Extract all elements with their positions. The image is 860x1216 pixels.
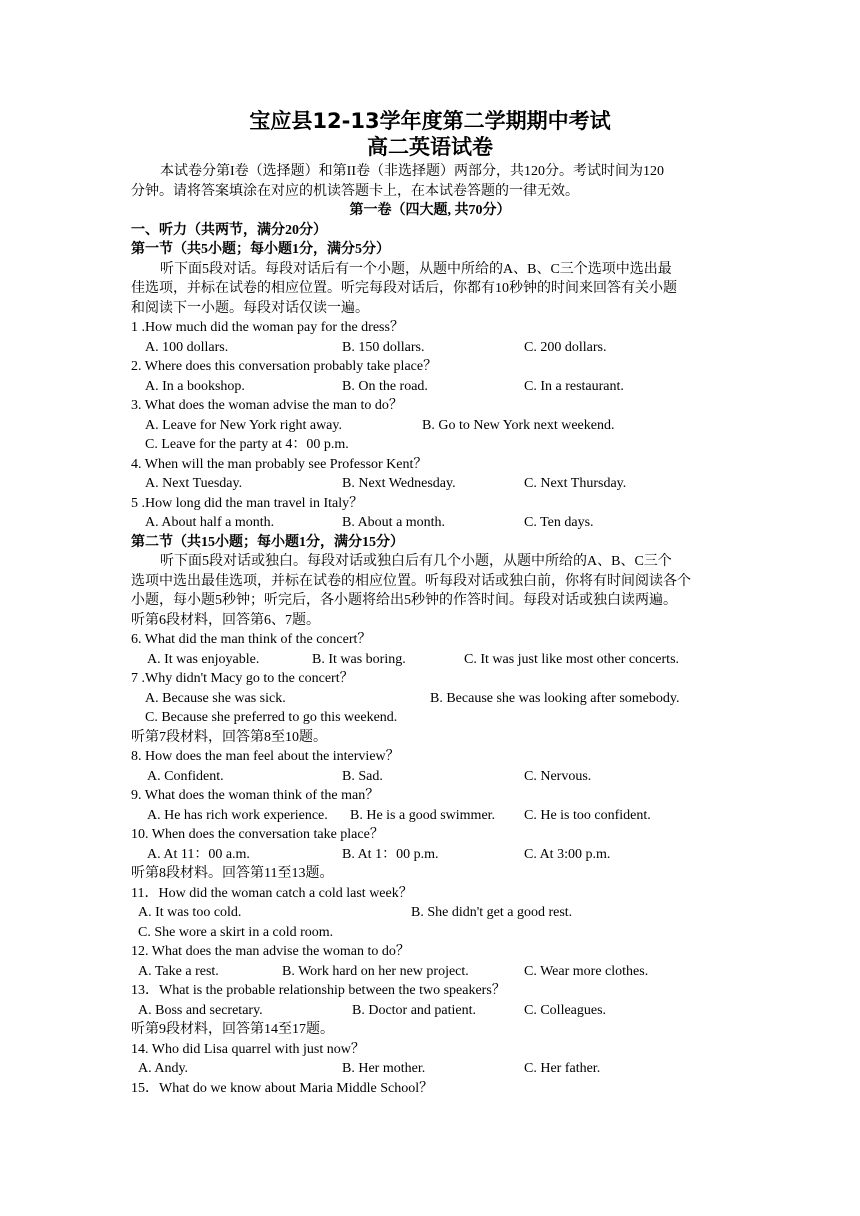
- material-8-note: 听第8段材料。回答第11至13题。: [131, 866, 334, 881]
- q8-option-b: B. Sad.: [342, 769, 383, 784]
- question-6: 6. What did the man think of the concert？: [131, 632, 372, 647]
- part2-instruction-3: 小题，每小题5秒钟；听完后，各小题将给出5秒钟的作答时间。每段对话或独白读两遍。: [131, 593, 677, 608]
- question-3: 3. What does the woman advise the man to do？: [131, 398, 403, 413]
- question-9: 9. What does the woman think of the man？: [131, 788, 380, 803]
- q4-option-a: A. Next Tuesday.: [145, 476, 243, 491]
- q12-option-a: A. Take a rest.: [138, 964, 219, 979]
- exam-title: 宝应县12-13学年度第二学期期中考试: [249, 109, 611, 133]
- q10-option-c: C. At 3:00 p.m.: [524, 847, 611, 862]
- q7-option-c: C. Because she preferred to go this weekend.: [145, 710, 398, 725]
- q14-option-c: C. Her father.: [524, 1061, 601, 1076]
- part1-instruction-2: 佳选项，并标在试卷的相应位置。听完每段对话后，你都有10秒钟的时间来回答有关小题: [131, 281, 677, 296]
- intro-line-2: 分钟。请将答案填涂在对应的机读答题卡上，在本试卷答题的一律无效。: [131, 184, 579, 199]
- part2-instruction-1: 听下面5段对话或独白。每段对话或独白后有几个小题，从题中所给的A、B、C三个: [160, 554, 672, 569]
- q13-option-a: A. Boss and secretary.: [138, 1003, 263, 1018]
- q2-option-a: A. In a bookshop.: [145, 379, 245, 394]
- q10-option-a: A. At 11：00 a.m.: [147, 847, 250, 862]
- question-11: 11．How did the woman catch a cold last week？: [131, 886, 413, 901]
- q4-option-b: B. Next Wednesday.: [342, 476, 456, 491]
- q5-option-a: A. About half a month.: [145, 515, 275, 530]
- exam-subtitle: 高二英语试卷: [367, 135, 493, 159]
- part2-heading: 第二节（共15小题；每小题1分，满分15分）: [131, 535, 404, 550]
- volume-heading: 第一卷（四大题, 共70分）: [349, 203, 511, 218]
- intro-line-1: 本试卷分第I卷（选择题）和第II卷（非选择题）两部分，共120分。考试时间为120: [160, 164, 664, 179]
- material-6-note: 听第6段材料，回答第6、7题。: [131, 613, 320, 628]
- q9-option-b: B. He is a good swimmer.: [350, 808, 496, 823]
- question-4: 4. When will the man probably see Professor Kent？: [131, 457, 428, 472]
- q5-option-c: C. Ten days.: [524, 515, 594, 530]
- q11-option-b: B. She didn't get a good rest.: [411, 905, 573, 920]
- question-2: 2. Where does this conversation probably take place？: [131, 359, 438, 374]
- q9-option-c: C. He is too confident.: [524, 808, 651, 823]
- q11-option-c: C. She wore a skirt in a cold room.: [138, 925, 334, 940]
- q14-option-a: A. Andy.: [138, 1061, 189, 1076]
- q7-option-b: B. Because she was looking after somebody.: [430, 691, 680, 706]
- q14-option-b: B. Her mother.: [342, 1061, 426, 1076]
- q1-option-b: B. 150 dollars.: [342, 340, 425, 355]
- q2-option-b: B. On the road.: [342, 379, 428, 394]
- question-8: 8. How does the man feel about the interview？: [131, 749, 400, 764]
- part1-instruction-3: 和阅读下一小题。每段对话仅读一遍。: [131, 301, 369, 316]
- q2-option-c: C. In a restaurant.: [524, 379, 624, 394]
- q13-option-c: C. Colleagues.: [524, 1003, 607, 1018]
- question-7: 7 .Why didn't Macy go to the concert？: [131, 671, 354, 686]
- q10-option-b: B. At 1：00 p.m.: [342, 847, 439, 862]
- q3-option-b: B. Go to New York next weekend.: [422, 418, 615, 433]
- section-heading: 一、听力（共两节，满分20分）: [131, 223, 327, 238]
- part1-instruction-1: 听下面5段对话。每段对话后有一个小题，从题中所给的A、B、C三个选项中选出最: [160, 262, 672, 277]
- part2-instruction-2: 选项中选出最佳选项，并标在试卷的相应位置。听每段对话或独白前，你将有时间阅读各个: [131, 574, 691, 589]
- q3-option-c: C. Leave for the party at 4：00 p.m.: [145, 437, 349, 452]
- question-14: 14. Who did Lisa quarrel with just now？: [131, 1042, 365, 1057]
- q1-option-c: C. 200 dollars.: [524, 340, 607, 355]
- q8-option-c: C. Nervous.: [524, 769, 592, 784]
- q3-option-a: A. Leave for New York right away.: [145, 418, 342, 433]
- q6-option-a: A. It was enjoyable.: [147, 652, 260, 667]
- material-9-note: 听第9段材料，回答第14至17题。: [131, 1022, 334, 1037]
- question-1: 1 .How much did the woman pay for the dress？: [131, 320, 404, 335]
- question-12: 12. What does the man advise the woman to do？: [131, 944, 410, 959]
- q12-option-c: C. Wear more clothes.: [524, 964, 649, 979]
- q6-option-b: B. It was boring.: [312, 652, 406, 667]
- q1-option-a: A. 100 dollars.: [145, 340, 229, 355]
- question-10: 10. When does the conversation take place？: [131, 827, 384, 842]
- material-7-note: 听第7段材料，回答第8至10题。: [131, 730, 327, 745]
- q6-option-c: C. It was just like most other concerts.: [464, 652, 680, 667]
- q8-option-a: A. Confident.: [147, 769, 224, 784]
- q9-option-a: A. He has rich work experience.: [147, 808, 328, 823]
- q4-option-c: C. Next Thursday.: [524, 476, 627, 491]
- q12-option-b: B. Work hard on her new project.: [282, 964, 469, 979]
- question-5: 5 .How long did the man travel in Italy？: [131, 496, 364, 511]
- q11-option-a: A. It was too cold.: [138, 905, 242, 920]
- q13-option-b: B. Doctor and patient.: [352, 1003, 477, 1018]
- question-13: 13．What is the probable relationship between the two speakers？: [131, 983, 506, 998]
- q7-option-a: A. Because she was sick.: [145, 691, 286, 706]
- question-15: 15．What do we know about Maria Middle School？: [131, 1081, 434, 1096]
- q5-option-b: B. About a month.: [342, 515, 446, 530]
- part1-heading: 第一节（共5小题；每小题1分，满分5分）: [131, 242, 390, 257]
